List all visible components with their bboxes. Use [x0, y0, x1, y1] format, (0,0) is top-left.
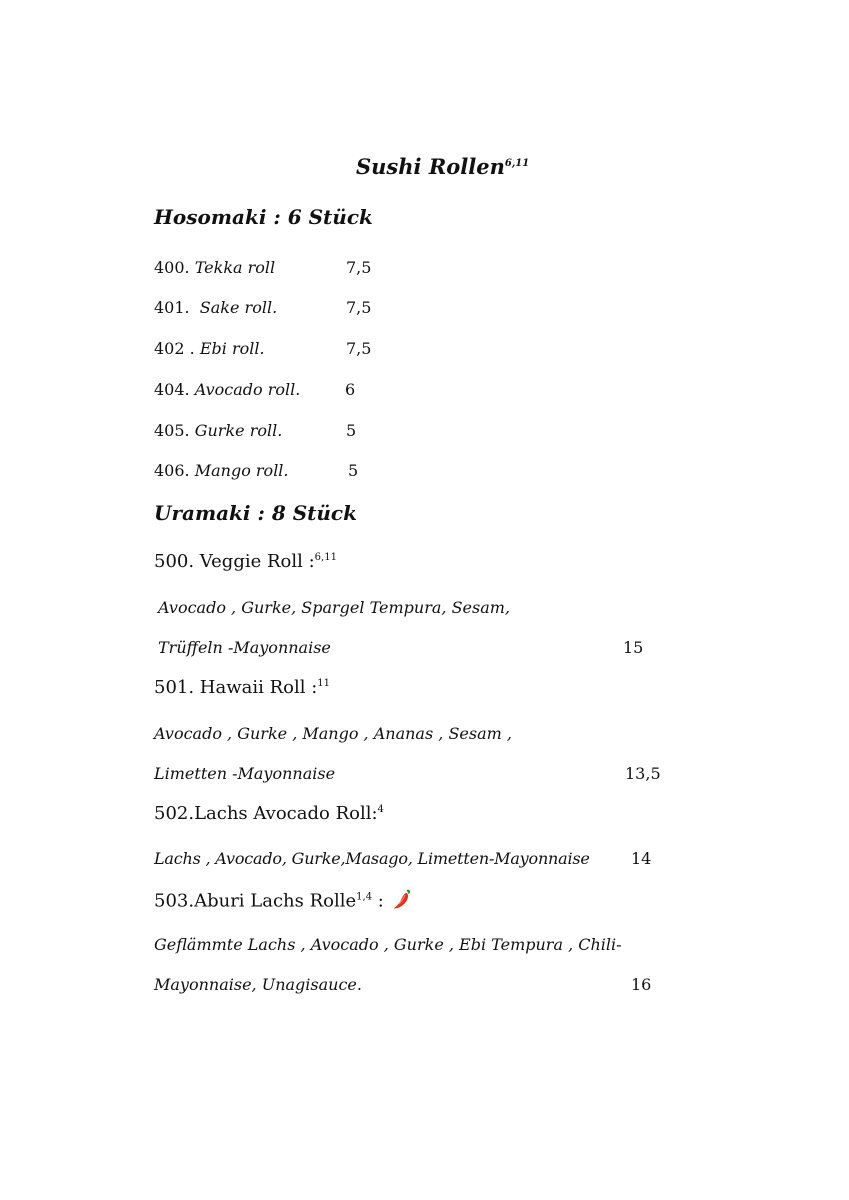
allergen-sup: 1,4 — [356, 891, 373, 903]
item-price: 5 — [346, 421, 357, 440]
item-price: 7,5 — [346, 339, 372, 358]
menu-item — [154, 461, 289, 480]
allergen-sup: 11 — [317, 678, 331, 689]
item-price: 6 — [345, 380, 356, 399]
title-text: Sushi Rollen — [356, 154, 505, 179]
uramaki-item-title — [154, 803, 384, 824]
allergen-sup: 6,11 — [314, 552, 337, 563]
item-number: 405. — [154, 421, 190, 440]
page-title — [356, 154, 529, 179]
item-title-suffix: : — [372, 890, 384, 912]
item-description: Trüffeln -Mayonnaise — [158, 638, 331, 657]
item-description: Avocado , Gurke , Mango , Ananas , Sesam , — [154, 724, 512, 743]
uramaki-item-title — [154, 888, 412, 915]
chili-pepper-icon — [392, 888, 412, 915]
item-price: 5 — [348, 461, 359, 480]
uramaki-heading: Uramaki : 8 Stück — [154, 501, 357, 525]
item-description: Avocado , Gurke, Spargel Tempura, Sesam, — [158, 598, 510, 617]
title-allergen-sup: 6,11 — [504, 158, 530, 169]
item-description: Lachs , Avocado, Gurke,Masago, Limetten-Mayonnaise — [154, 849, 590, 868]
item-name: Avocado roll. — [194, 380, 301, 399]
menu-item — [154, 298, 277, 317]
item-price: 7,5 — [346, 298, 372, 317]
item-number: 401. — [154, 298, 190, 317]
menu-item — [154, 380, 300, 399]
item-title-text: 501. Hawaii Roll : — [154, 677, 318, 698]
item-name: Ebi roll. — [199, 339, 265, 358]
item-number: 402 . — [154, 339, 195, 358]
item-name: Sake roll. — [199, 298, 278, 317]
item-description: Limetten -Mayonnaise — [154, 764, 336, 783]
item-number: 400. — [154, 258, 190, 277]
menu-item — [154, 258, 275, 277]
item-price: 15 — [623, 638, 644, 657]
item-number: 404. — [154, 380, 190, 399]
item-title-text: 502.Lachs Avocado Roll: — [154, 803, 378, 824]
item-name: Gurke roll. — [194, 421, 283, 440]
menu-item — [154, 421, 282, 440]
uramaki-item-title — [154, 551, 337, 572]
item-price: 7,5 — [346, 258, 372, 277]
item-price: 13,5 — [625, 764, 661, 783]
item-title-text: 503.Aburi Lachs Rolle — [154, 890, 357, 912]
item-name: Tekka roll — [194, 258, 276, 277]
item-name: Mango roll. — [194, 461, 289, 480]
allergen-sup: 4 — [377, 804, 384, 815]
uramaki-item-title — [154, 677, 330, 698]
item-description: Geflämmte Lachs , Avocado , Gurke , Ebi Tempura , Chili- — [154, 935, 622, 954]
item-price: 14 — [631, 849, 652, 868]
item-number: 406. — [154, 461, 190, 480]
menu-item — [154, 339, 265, 358]
item-description: Mayonnaise, Unagisauce. — [154, 975, 362, 994]
item-price: 16 — [631, 975, 652, 994]
hosomaki-heading: Hosomaki : 6 Stück — [154, 205, 373, 229]
item-title-text: 500. Veggie Roll : — [154, 551, 315, 572]
